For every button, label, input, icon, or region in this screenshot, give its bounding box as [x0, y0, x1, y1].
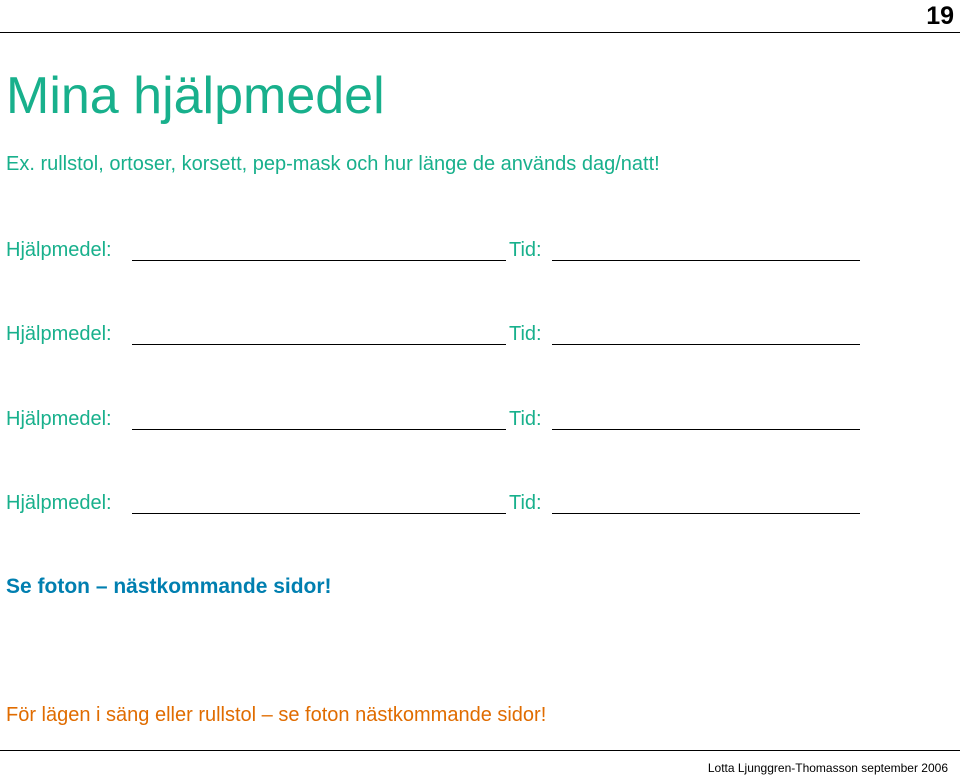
positions-note: För lägen i säng eller rullstol – se foton nästkommande sidor!	[6, 704, 547, 726]
time-fill-line[interactable]	[552, 238, 860, 261]
page-number: 19	[926, 2, 954, 30]
aid-label: Hjälpmedel:	[6, 408, 112, 430]
page-subtitle: Ex. rullstol, ortoser, korsett, pep-mask och hur länge de används dag/natt!	[6, 153, 660, 175]
time-label: Tid:	[509, 408, 542, 430]
aid-fill-line[interactable]	[132, 322, 506, 345]
time-fill-line[interactable]	[552, 407, 860, 430]
time-label: Tid:	[509, 323, 542, 345]
time-fill-line[interactable]	[552, 491, 860, 514]
time-label: Tid:	[509, 239, 542, 261]
aid-fill-line[interactable]	[132, 407, 506, 430]
bottom-divider	[0, 750, 960, 751]
aid-label: Hjälpmedel:	[6, 323, 112, 345]
page-title: Mina hjälpmedel	[6, 67, 385, 125]
footer-credit: Lotta Ljunggren-Thomasson september 2006	[707, 761, 948, 775]
aid-label: Hjälpmedel:	[6, 239, 112, 261]
top-divider	[0, 32, 960, 33]
aid-label: Hjälpmedel:	[6, 492, 112, 514]
time-label: Tid:	[509, 492, 542, 514]
aid-fill-line[interactable]	[132, 238, 506, 261]
time-fill-line[interactable]	[552, 322, 860, 345]
aid-fill-line[interactable]	[132, 491, 506, 514]
photos-note: Se foton – nästkommande sidor!	[6, 575, 332, 598]
